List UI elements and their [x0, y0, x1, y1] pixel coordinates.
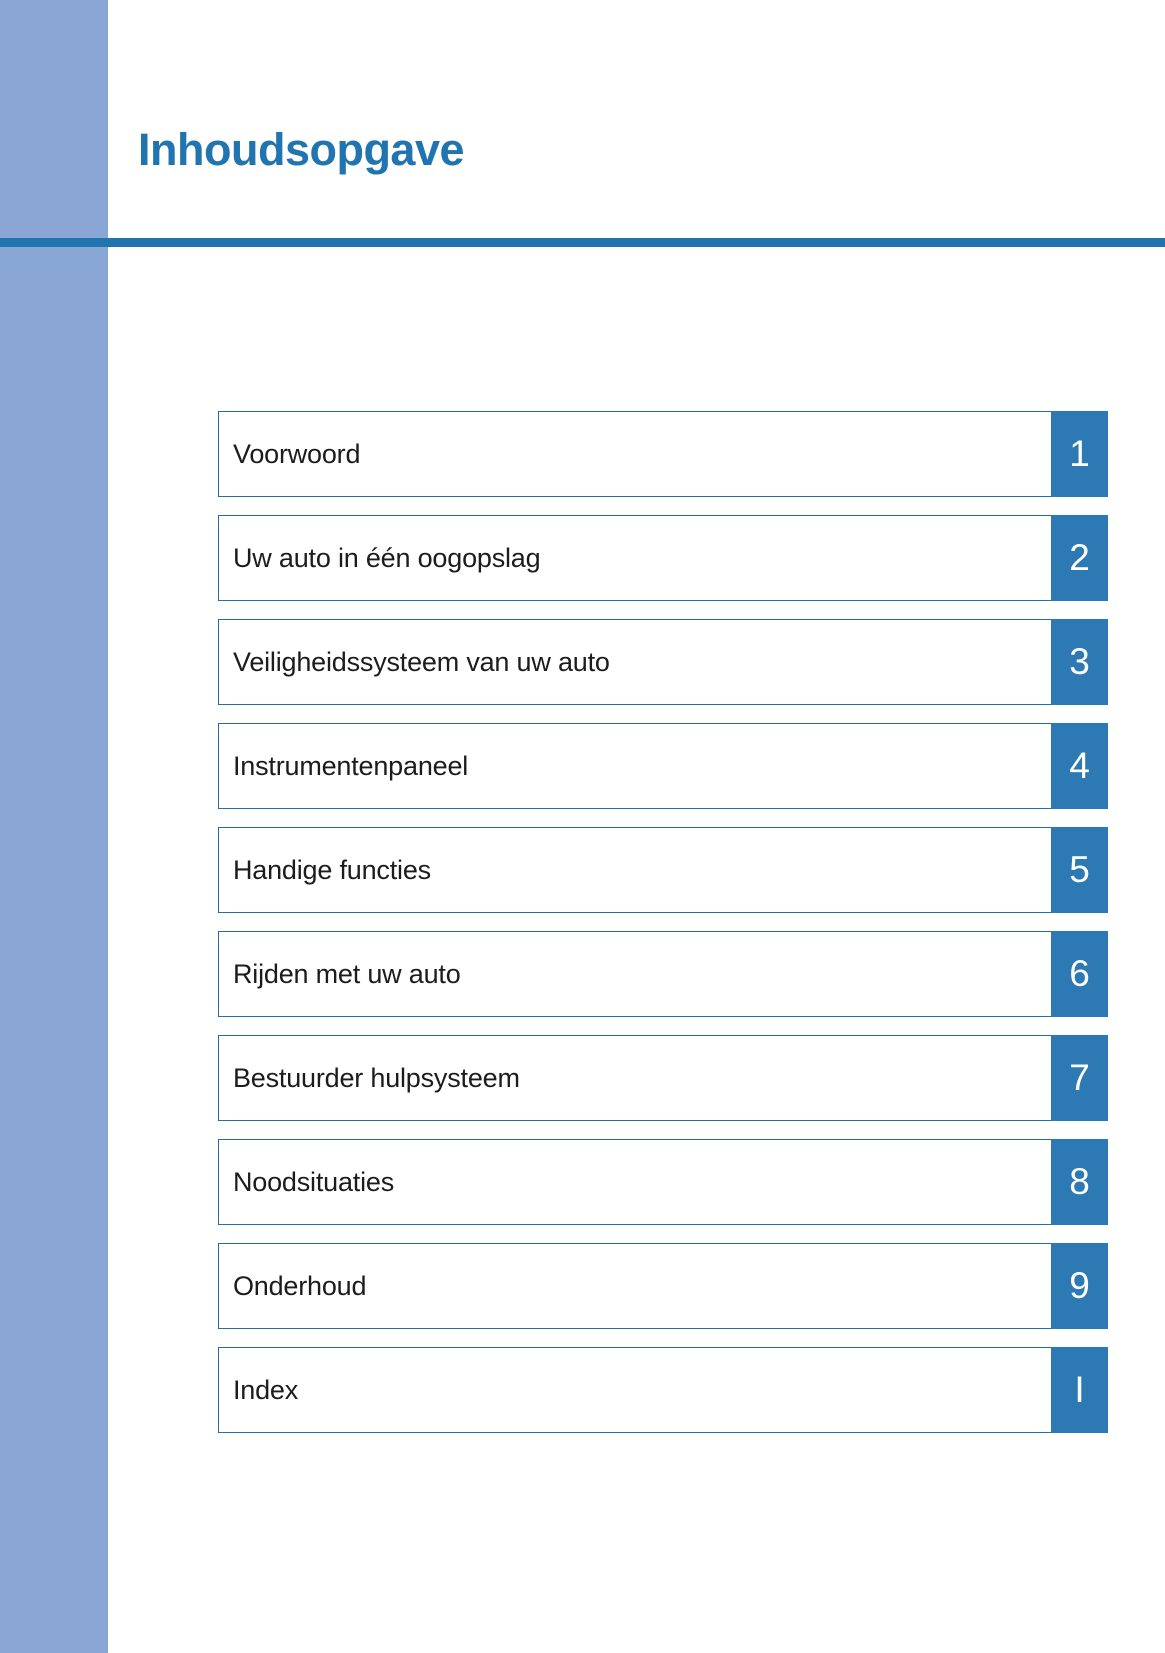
toc-label-cell	[218, 1139, 1051, 1225]
toc-entry-number: 5	[1051, 827, 1108, 913]
toc-entry-instrumentenpaneel[interactable]	[218, 723, 1108, 809]
toc-entry-onderhoud[interactable]	[218, 1243, 1108, 1329]
title-area	[108, 0, 1165, 238]
toc-entry-number: 6	[1051, 931, 1108, 1017]
toc-entry-label: Instrumentenpaneel	[233, 750, 469, 781]
toc-entry-number: 4	[1051, 723, 1108, 809]
toc-entry-noodsituaties[interactable]	[218, 1139, 1108, 1225]
toc-entry-number: 8	[1051, 1139, 1108, 1225]
toc-entry-label: Bestuurder hulpsysteem	[233, 1062, 520, 1093]
toc-entry-index[interactable]	[218, 1347, 1108, 1433]
toc-entry-label: Onderhoud	[233, 1270, 367, 1301]
toc-entry-voorwoord[interactable]	[218, 411, 1108, 497]
toc-entry-uw-auto-in-een-oogopslag[interactable]	[218, 515, 1108, 601]
toc-label-cell	[218, 827, 1051, 913]
toc-entry-rijden-met-uw-auto[interactable]	[218, 931, 1108, 1017]
toc-entry-label: Index	[233, 1374, 299, 1405]
toc-label-cell	[218, 1347, 1051, 1433]
toc-entry-veiligheidssysteem-van-uw-auto[interactable]	[218, 619, 1108, 705]
toc-entry-label: Uw auto in één oogopslag	[233, 542, 541, 573]
toc-entry-bestuurder-hulpsysteem[interactable]	[218, 1035, 1108, 1121]
toc-label-cell	[218, 723, 1051, 809]
toc-entry-number: 9	[1051, 1243, 1108, 1329]
toc-entry-number: 2	[1051, 515, 1108, 601]
toc-entry-label: Noodsituaties	[233, 1166, 394, 1197]
toc-label-cell	[218, 411, 1051, 497]
toc-entry-number: 1	[1051, 411, 1108, 497]
toc-label-cell	[218, 1243, 1051, 1329]
toc-label-cell	[218, 931, 1051, 1017]
toc-label-cell	[218, 619, 1051, 705]
toc-label-cell	[218, 1035, 1051, 1121]
toc-entry-label: Veiligheidssysteem van uw auto	[233, 646, 610, 677]
toc-label-cell	[218, 515, 1051, 601]
toc-entry-number: 3	[1051, 619, 1108, 705]
table-of-contents	[218, 411, 1108, 1451]
toc-entry-label: Voorwoord	[233, 438, 361, 469]
left-decorative-band	[0, 0, 108, 1653]
page-title: Inhoudsopgave	[138, 124, 465, 175]
title-divider	[0, 238, 1165, 247]
toc-entry-label: Rijden met uw auto	[233, 958, 461, 989]
toc-entry-handige-functies[interactable]	[218, 827, 1108, 913]
toc-entry-number: 7	[1051, 1035, 1108, 1121]
toc-entry-number: I	[1051, 1347, 1108, 1433]
toc-entry-label: Handige functies	[233, 854, 431, 885]
